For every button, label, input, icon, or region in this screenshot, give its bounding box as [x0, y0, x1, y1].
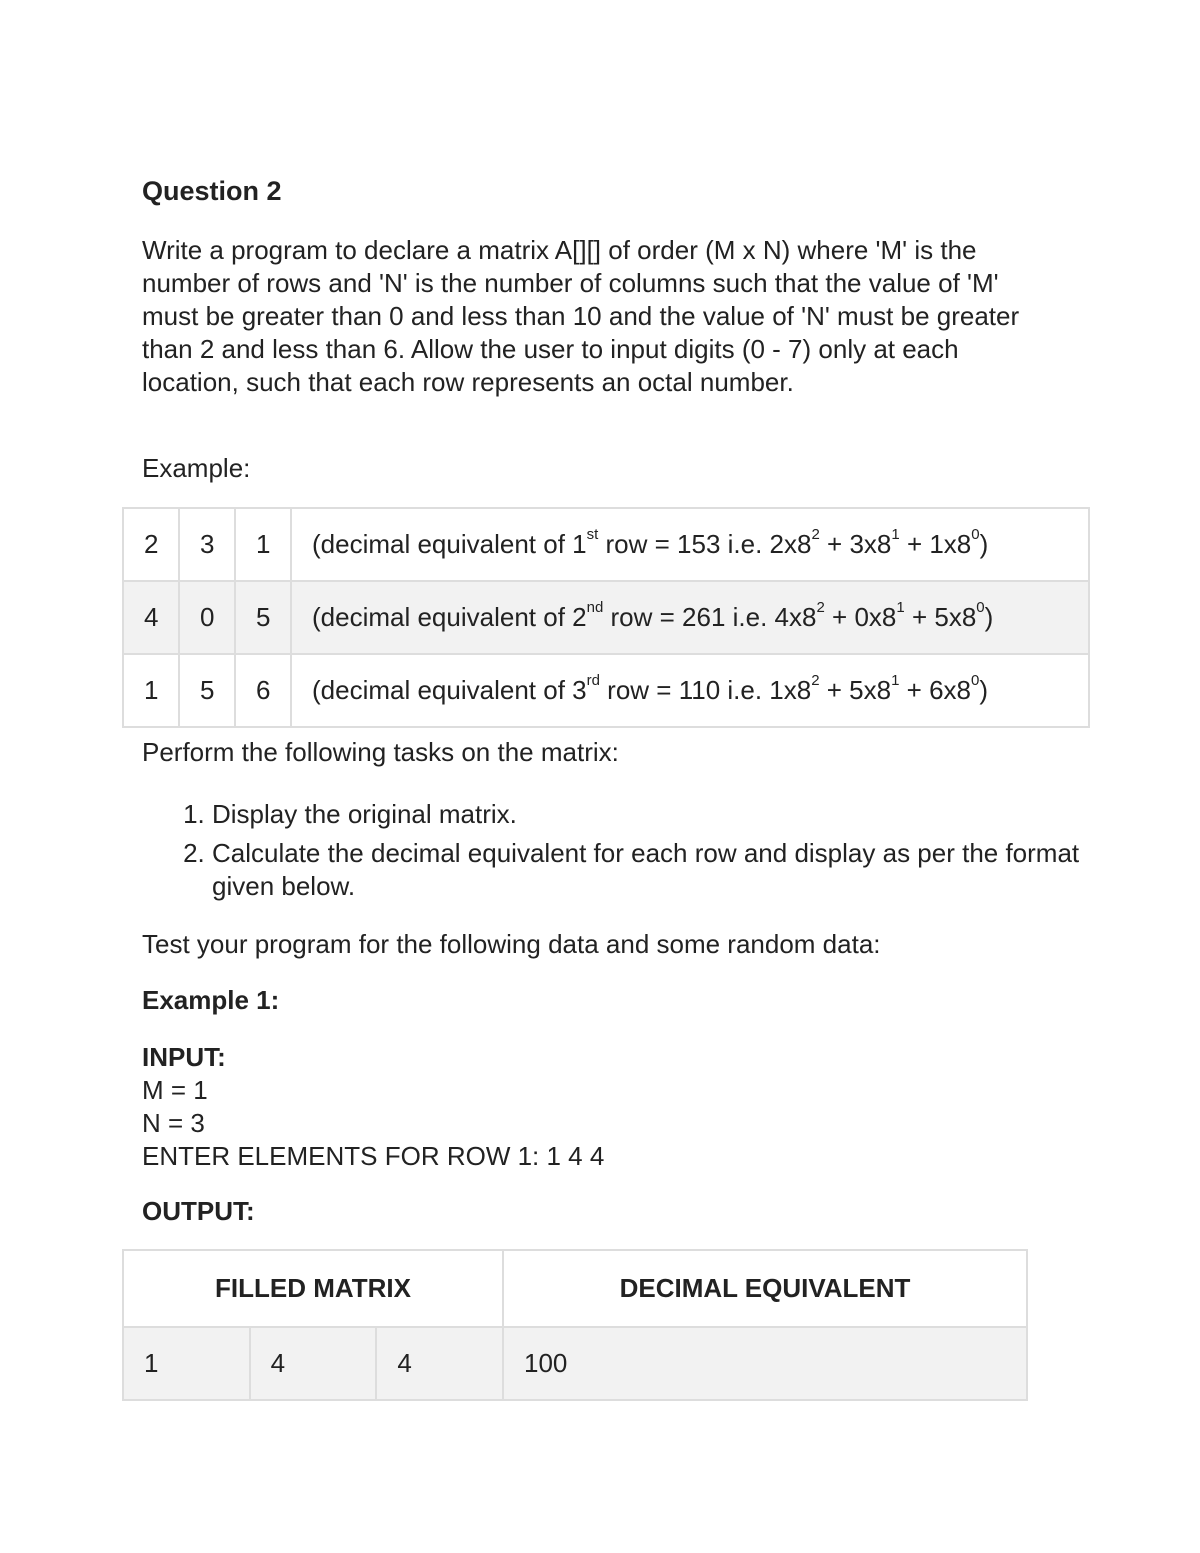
- matrix-cell: 6: [235, 654, 291, 727]
- list-item: 2. Calculate the decimal equivalent for each row and display as per the format given below.: [212, 837, 1122, 903]
- matrix-cell: 4: [123, 581, 179, 654]
- matrix-cell: 4: [376, 1327, 503, 1400]
- matrix-cell: 1: [123, 1327, 250, 1400]
- matrix-cell: 5: [235, 581, 291, 654]
- header-decimal-equivalent: DECIMAL EQUIVALENT: [503, 1250, 1027, 1327]
- matrix-cell: 2: [123, 508, 179, 581]
- row-explanation: (decimal equivalent of 2nd row = 261 i.e. $4x8^2 + 0x8^1 + 5x8^0$): [291, 581, 1089, 654]
- matrix-cell: 5: [179, 654, 235, 727]
- matrix-cell: 0: [179, 581, 235, 654]
- list-item: 1. Display the original matrix.: [212, 798, 1122, 831]
- question-heading: Question 2: [142, 176, 282, 206]
- matrix-cell: 1: [235, 508, 291, 581]
- row-explanation: (decimal equivalent of 1st row = 153 i.e. $2x8^2 + 3x8^1 + 1x8^0$): [291, 508, 1089, 581]
- decimal-value-cell: 100: [503, 1327, 1027, 1400]
- matrix-cell: 1: [123, 654, 179, 727]
- input-line: N = 3: [142, 1108, 205, 1138]
- matrix-cell: 3: [179, 508, 235, 581]
- task-list: [142, 798, 1122, 909]
- table-row: [123, 654, 1089, 727]
- test-intro: Test your program for the following data and some random data:: [142, 929, 881, 959]
- table-header-row: [123, 1250, 1027, 1327]
- output-label: OUTPUT:: [142, 1196, 255, 1226]
- table-row: [123, 508, 1089, 581]
- matrix-cell: 4: [250, 1327, 377, 1400]
- example1-label: Example 1:: [142, 985, 280, 1015]
- table-row: [123, 581, 1089, 654]
- input-line: ENTER ELEMENTS FOR ROW 1: 1 4 4: [142, 1141, 605, 1171]
- tasks-intro: Perform the following tasks on the matrix:: [142, 737, 619, 767]
- output-table: [122, 1249, 1028, 1401]
- header-filled-matrix: FILLED MATRIX: [123, 1250, 503, 1327]
- input-block: [142, 1041, 1062, 1173]
- row-explanation: (decimal equivalent of 3rd row = 110 i.e. $1x8^2 + 5x8^1 + 6x8^0$): [291, 654, 1089, 727]
- example-label: Example:: [142, 453, 251, 483]
- input-line: M = 1: [142, 1075, 208, 1105]
- example-matrix-table: [122, 507, 1090, 728]
- input-label: INPUT:: [142, 1042, 226, 1072]
- table-row: [123, 1327, 1027, 1400]
- question-text: Write a program to declare a matrix A[][] of order (M x N) where 'M' is the number of rows and 'N' is the number of columns such that the value of 'M' must be greater than 0 and less than 10 and the value of 'N' must be greater than 2 and less than 6. Allow the user to input digits (0 - 7) only at each location, such that each row represents an octal number.: [142, 235, 1020, 397]
